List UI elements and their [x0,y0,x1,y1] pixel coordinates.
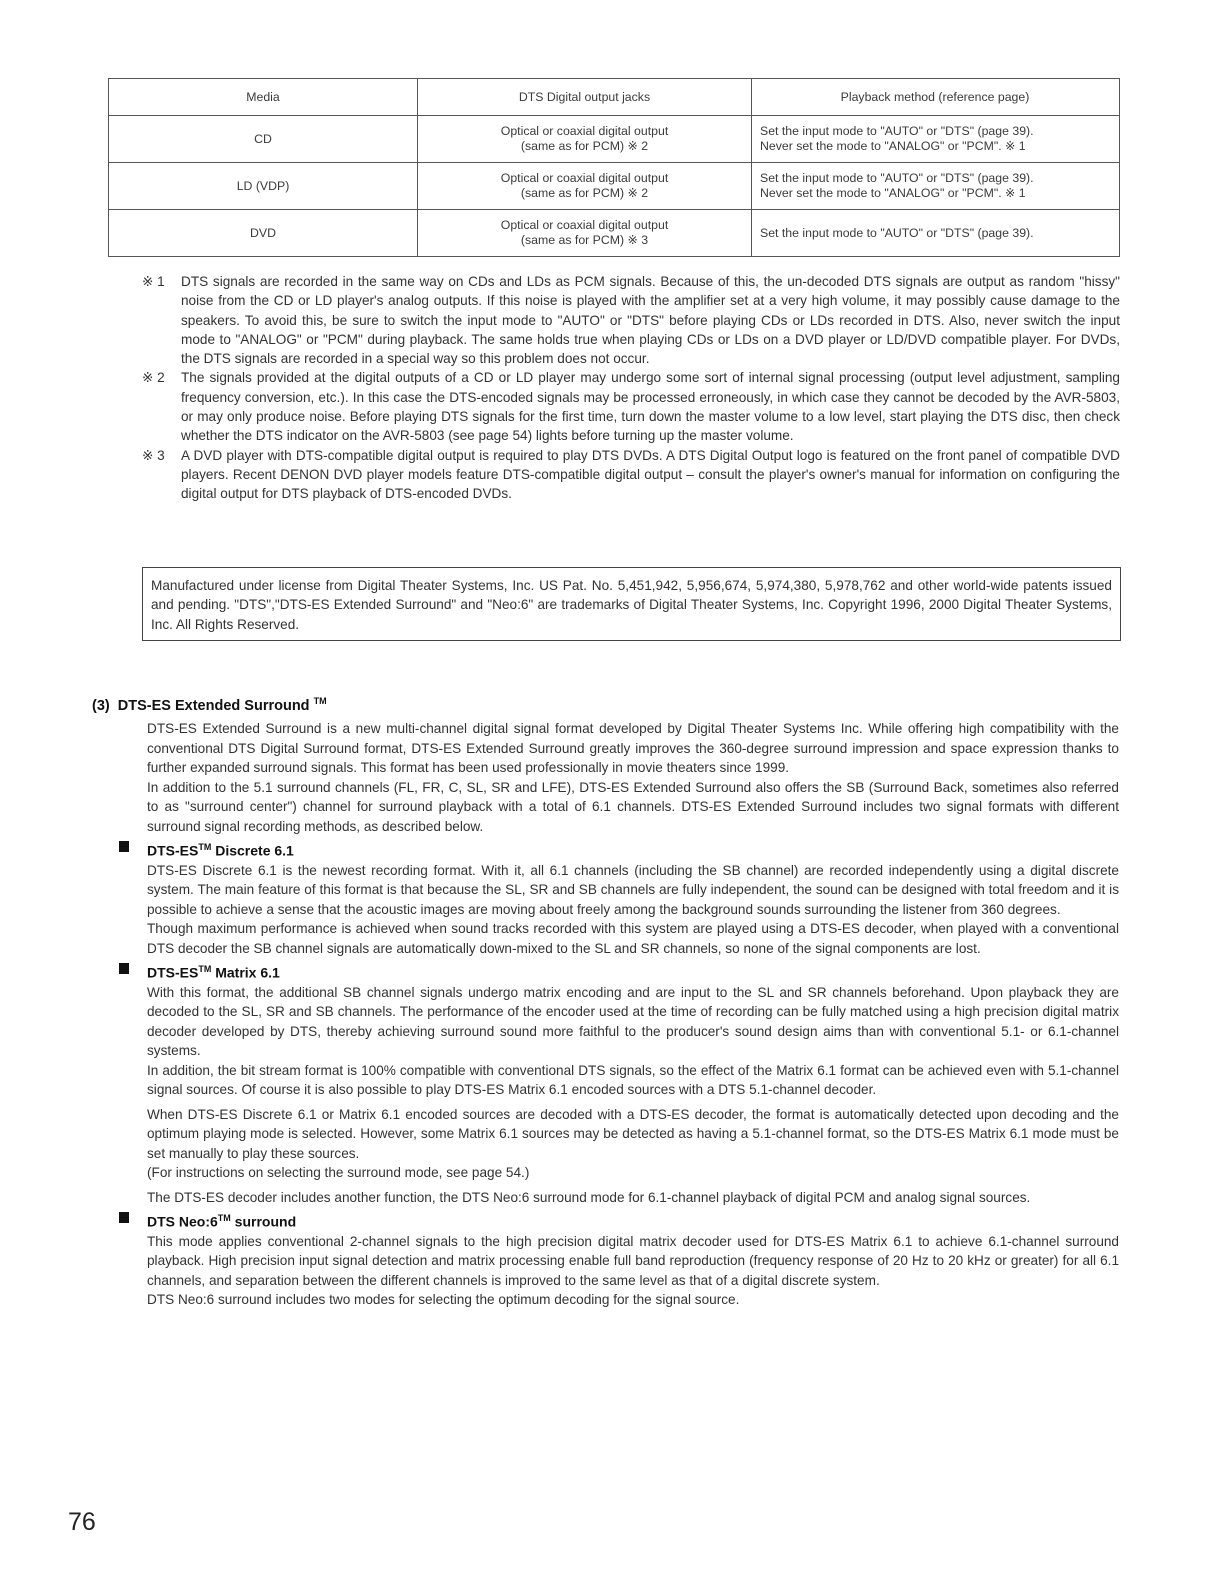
footnote [142,368,1120,445]
method-line: Never set the mode to "ANALOG" or "PCM". ※ 1 [760,186,1026,200]
paragraph: In addition, the bit stream format is 100% compatible with conventional DTS signals, so the effect of the Matrix 6.1 format can be achieved even with 5.1-channel signal sources. Of course it is also possible to play DTS-ES Matrix 6.1 encoded sources with a DTS 5.1-channel decoder. [147,1062,1119,1098]
paragraph: DTS Neo:6 surround includes two modes for selecting the optimum decoding for the signal source. [147,1292,740,1308]
table-header-jacks: DTS Digital output jacks [418,79,752,116]
method-line: Set the input mode to "AUTO" or "DTS" (page 39). [760,171,1034,185]
media-cell: CD [109,116,418,163]
footnote-mark: ※ 1 [142,274,165,289]
subheading-text: DTS Neo:6 [147,1213,218,1230]
footnote-mark: ※ 2 [142,370,165,386]
paragraph: In addition to the 5.1 surround channels (FL, FR, C, SL, SR and LFE), DTS-ES Extended Surround also offers the SB (Surround Back, sometimes also referred to as "surround center") channel for surround playback with a total of 6.1 channels. DTS-ES Extended Surround includes two signal formats with different surround signal recording methods, as described below. [147,779,1119,834]
media-cell: LD (VDP) [109,163,418,210]
subheading-text: Matrix 6.1 [211,964,280,981]
table-row [109,210,1120,257]
table-row [109,163,1120,210]
paragraph: DTS-ES Extended Surround is a new multi-channel digital signal format developed by Digital Theater Systems Inc. While offering high compatibility with the conventional DTS Digital Surround format, DTS-ES Extended Surround greatly improves the 360-degree surround impression and space expression thanks to further expanded surround signals. This format has been used professionally in movie theaters since 1999. [147,721,1119,775]
dts-media-table [108,78,1120,257]
section-body [147,719,1119,1310]
subheading-matrix [147,959,1119,983]
jacks-line: (same as for PCM) ※ 2 [520,186,649,200]
section-number: (3) [92,697,110,714]
jacks-line: Optical or coaxial digital output [500,171,669,185]
method-line: Set the input mode to "AUTO" or "DTS" (page 39). [760,225,1034,240]
trademark-mark: TM [217,1213,231,1224]
method-line: Never set the mode to "ANALOG" or "PCM". ※ 1 [760,139,1026,153]
footnote-mark: ※ 3 [142,447,165,463]
paragraph: The DTS-ES decoder includes another function, the DTS Neo:6 surround mode for 6.1-channel playback of digital PCM and analog signal sources. [147,1189,1031,1205]
jacks-line: Optical or coaxial digital output [500,124,669,138]
paragraph: When DTS-ES Discrete 6.1 or Matrix 6.1 encoded sources are decoded with a DTS-ES decoder, the format is automatically detected upon decoding and the optimum playing mode is selected. However, some Matrix 6.1 sources may be detected as having a 5.1-channel format, so the DTS-ES Matrix 6.1 mode must be set manually to play these sources. [147,1106,1119,1161]
footnote [142,446,1120,504]
media-cell: DVD [109,210,418,257]
table-row [109,116,1120,163]
footnote-text: DTS signals are recorded in the same way on CDs and LDs as PCM signals. Because of this, the un-decoded DTS signals are output as random "hissy" noise from the CD or LD player's analog outputs. If this noise is played with the amplifier set at a very high volume, it may possibly cause damage to the speakers. To avoid this, be sure to switch the input mode to "AUTO" or "DTS" before playing CDs or LDs recorded in DTS. Also, never switch the input mode to "ANALOG" or "PCM" during playback. The same holds true when playing CDs or LDs on a DVD player or LD/DVD compatible player. For DVDs, the DTS signals are recorded in a special way so this problem does not occur. [181,274,1120,367]
jacks-cell [418,163,752,210]
paragraph: With this format, the additional SB channel signals undergo matrix encoding and are input to the SL and SR channels beforehand. Upon playback they are decoded to the SL, SR and SB channels. The performance of the encoder used at the time of recording can be fully matched using a high precision digital matrix decoder developed by DTS, thereby achieving surround sound more faithful to the producer's sound design aims than with conventional 5.1- or 6.1-channel systems. [147,984,1119,1059]
page-number: 76 [68,1508,96,1536]
method-cell [752,210,1120,257]
footnote-text: A DVD player with DTS-compatible digital output is required to play DTS DVDs. A DTS Digital Output logo is featured on the front panel of compatible DVD players. Recent DENON DVD player models feature DTS-compatible digital output – consult the player's owner's manual for information on configuring the digital output for DTS playback of DTS-encoded DVDs. [181,447,1120,502]
jacks-line: (same as for PCM) ※ 2 [520,139,649,153]
footnote [142,272,1120,368]
section-heading [92,696,327,714]
jacks-line: Optical or coaxial digital output [500,218,669,232]
jacks-cell [418,116,752,163]
square-bullet-icon [119,963,129,974]
table-header-media: Media [109,79,418,116]
subheading-text: DTS-ES [147,842,199,859]
square-bullet-icon [119,841,129,852]
license-box: Manufactured under license from Digital Theater Systems, Inc. US Pat. No. 5,451,942, 5,956,674, 5,974,380, 5,978,762 and other world-wide patents issued and pending. "DTS","DTS-ES Extended Surround" and "Neo:6" are trademarks of Digital Theater Systems, Inc. Copyright 1996, 2000 Digital Theater Systems, Inc. All Rights Reserved. [142,567,1121,641]
table-header-method: Playback method (reference page) [752,79,1120,116]
footnotes [142,272,1120,504]
subheading-discrete [147,837,1119,861]
section-title: DTS-ES Extended Surround [117,697,310,714]
square-bullet-icon [119,1212,129,1223]
jacks-cell [418,210,752,257]
method-line: Set the input mode to "AUTO" or "DTS" (page 39). [760,124,1034,138]
jacks-line: (same as for PCM) ※ 3 [520,233,649,247]
method-cell [752,116,1120,163]
subheading-neo6 [147,1208,1119,1232]
paragraph: Though maximum performance is achieved when sound tracks recorded with this system are played using a DTS-ES decoder, when played with a conventional DTS decoder the SB channel signals are automatically down-mixed to the SL and SR channels, so none of the signal components are lost. [147,921,1119,956]
trademark-mark: TM [198,842,212,852]
paragraph: (For instructions on selecting the surround mode, see page 54.) [147,1165,530,1181]
paragraph: DTS-ES Discrete 6.1 is the newest recording format. With it, all 6.1 channels (including the SB channel) are recorded independently using a digital discrete system. The main feature of this format is that because the SL, SR and SB channels are fully independent, the sound can be designed with total freedom and it is possible to achieve a sense that the acoustic images are moving about freely among the background sounds surrounding the listener from 360 degrees. [147,862,1119,917]
method-cell [752,163,1120,210]
subheading-text: surround [230,1213,297,1230]
footnote-text: The signals provided at the digital outputs of a CD or LD player may undergo some sort of internal signal processing (output level adjustment, sampling frequency conversion, etc.). In this case the DTS-encoded signals may be processed erroneously, in which case they cannot be decoded by the AVR-5803, or may only produce noise. Before playing DTS signals for the first time, turn down the master volume to a low level, start playing the DTS disc, then check whether the DTS indicator on the AVR-5803 (see page 54) lights before turning up the master volume. [181,370,1120,444]
paragraph: This mode applies conventional 2-channel signals to the high precision digital matrix decoder used for DTS-ES Matrix 6.1 to achieve 6.1-channel surround playback. High precision input signal detection and matrix processing enable full band reproduction (frequency response of 20 Hz to 20 kHz or greater) for all 6.1 channels, and separation between the different channels is improved to the same level as that of a digital discrete system. [147,1233,1119,1288]
trademark-mark: TM [198,964,212,975]
subheading-text: DTS-ES [147,964,199,981]
table-header-row [109,79,1120,116]
subheading-text: Discrete 6.1 [211,842,294,859]
trademark-mark: TM [313,696,327,706]
